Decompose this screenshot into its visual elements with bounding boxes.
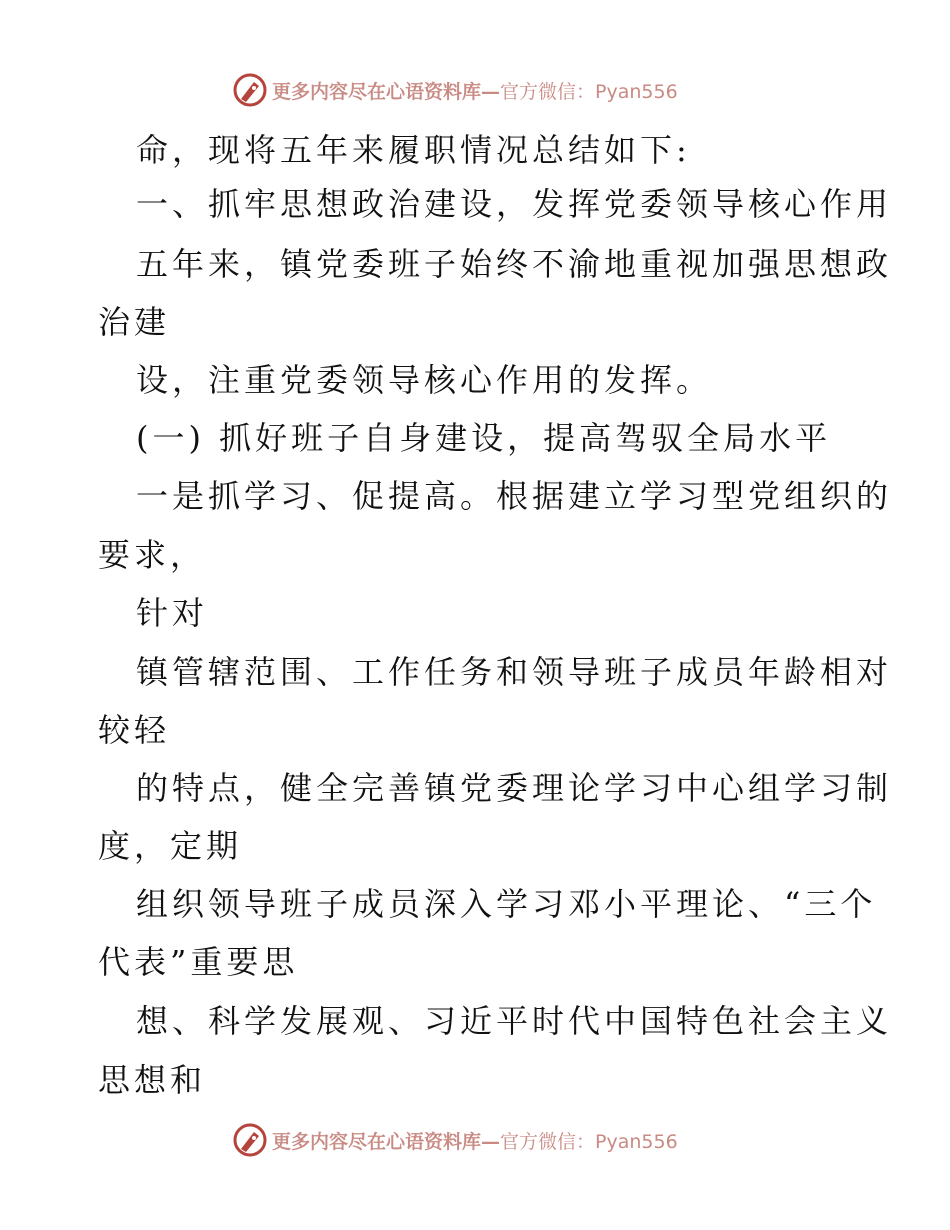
paragraph-line: 针对 [136, 594, 209, 632]
watermark-text: 更多内容尽在心语资料库— [272, 1130, 501, 1153]
paragraph-line: 要求， [98, 536, 207, 574]
pen-nib-icon [232, 1122, 268, 1158]
watermark-text: 更多内容尽在心语资料库— [272, 80, 501, 103]
paragraph-line: 镇管辖范围、工作任务和领导班子成员年龄相对 [136, 653, 893, 691]
subsection-heading: (一) 抓好班子自身建设，提高驾驭全局水平 [136, 419, 832, 457]
header-watermark [232, 70, 752, 110]
paragraph-line: 思想和 [98, 1061, 207, 1099]
paragraph-line: 的特点，健全完善镇党委理论学习中心组学习制 [136, 769, 893, 807]
paragraph-line: 想、科学发展观、习近平时代中国特色社会主义 [136, 1002, 893, 1040]
watermark-suffix: 官方微信：Pyan556 [500, 1130, 678, 1153]
paragraph-line: 度，定期 [98, 827, 243, 865]
paragraph-line: 治建 [98, 303, 171, 341]
paragraph-line: 代表”重要思 [98, 943, 299, 981]
paragraph-line: 命，现将五年来履职情况总结如下: [136, 131, 691, 169]
watermark-suffix: 官方微信：Pyan556 [500, 80, 678, 103]
pen-nib-icon [232, 72, 268, 108]
paragraph-line: 设，注重党委领导核心作用的发挥。 [136, 361, 713, 399]
section-heading: 一、抓牢思想政治建设，发挥党委领导核心作用 [136, 185, 893, 223]
paragraph-line: 一是抓学习、促提高。根据建立学习型党组织的 [136, 477, 893, 515]
paragraph-line: 组织领导班子成员深入学习邓小平理论、“三个 [136, 885, 877, 923]
footer-watermark [232, 1120, 752, 1160]
paragraph-line: 较轻 [98, 711, 171, 749]
paragraph-line: 五年来，镇党委班子始终不渝地重视加强思想政 [136, 245, 893, 283]
